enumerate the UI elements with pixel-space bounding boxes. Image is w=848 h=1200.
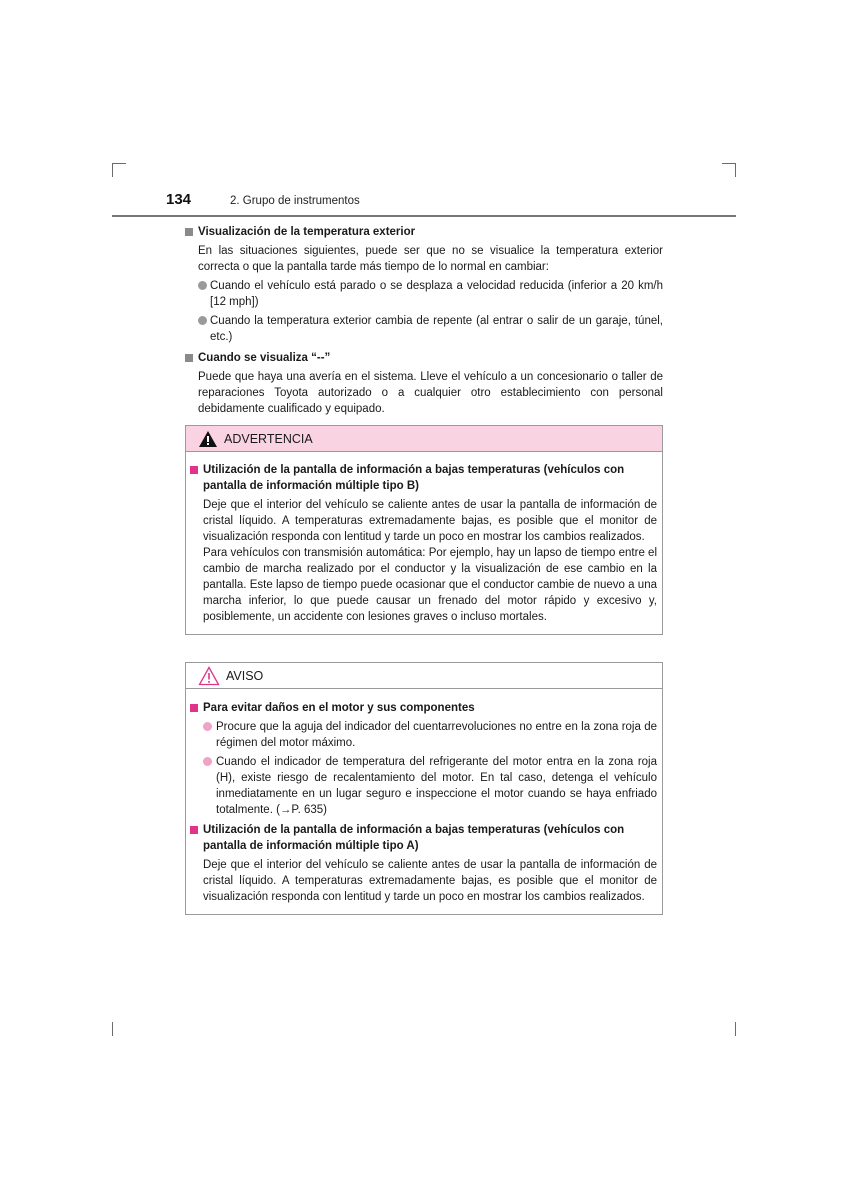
section-heading: Cuando se visualiza “--” [198,352,331,364]
crop-mark-top-left-v [112,163,113,177]
list-item [198,278,663,310]
pink-circle-bullet-icon [203,722,212,731]
caution-triangle-icon [198,666,220,686]
warning-item-heading: Utilización de la pantalla de información a bajas temperaturas (vehículos con pantalla de información múltiple tipo B) [203,464,625,492]
notice-item-heading: Utilización de la pantalla de información a bajas temperaturas (vehículos con pantalla de información múltiple tipo A) [203,824,625,852]
section-dashes-display [185,350,663,417]
pink-circle-bullet-icon [203,757,212,766]
notice-paragraph: Deje que el interior del vehículo se caliente antes de usar la pantalla de información de cristal líquido. A temperaturas extremadamente bajas, es posible que el monitor de visualización responda con lentitud y tarde un poco en mostrar los cambios realizados. [203,859,657,903]
list-item-text: Cuando el indicador de temperatura del refrigerante del motor entra en la zona roja (H), existe riesgo de recalentamiento del motor. En tal caso, detenga el vehículo inmediatamente en un lugar seguro e inspeccione el motor cuando se haya enfriado totalmente. (→P. 635) [216,756,657,816]
section-text: En las situaciones siguientes, puede ser que no se visualice la temperatura exterior correcta o que la pantalla tarde más tiempo de lo normal en cambiar: [198,245,663,273]
warning-content [186,452,662,634]
crop-mark-bottom-right-v [735,1022,736,1036]
warning-paragraph: Deje que el interior del vehículo se caliente antes de usar la pantalla de información de cristal líquido. A temperaturas extremadamente bajas, es posible que el monitor de visualización responda con lentitud y tarde un poco en mostrar los cambios realizados. [203,499,657,543]
header-rule [112,215,736,217]
warning-title: ADVERTENCIA [224,431,313,446]
warning-header [186,426,662,452]
square-bullet-icon [185,228,193,236]
list-item [203,719,657,751]
section-outside-temperature [185,224,663,345]
notice-title: AVISO [226,668,264,683]
pink-square-bullet-icon [190,466,198,474]
list-item-text: Procure que la aguja del indicador del cuentarrevoluciones no entre en la zona roja de régimen del motor máximo. [216,721,657,749]
notice-content [186,689,662,914]
notice-header [186,663,662,689]
list-item [203,754,657,818]
crop-mark-bottom-left-v [112,1022,113,1036]
pink-square-bullet-icon [190,826,198,834]
square-bullet-icon [185,354,193,362]
warning-paragraph: Para vehículos con transmisión automática: Por ejemplo, hay un lapso de tiempo entre el cambio de marcha realizado por el conductor y la visualización de ese cambio en la pantalla. Este lapso de tiempo puede ocasionar que el conductor cambie de nuevo a una marcha inferior, lo que puede causar un frenado del motor rápido y excesivo y, posiblemente, un accidente con lesiones graves o incluso mortales. [203,547,657,623]
circle-bullet-icon [198,281,207,290]
chapter-title: 2. Grupo de instrumentos [230,195,360,207]
warning-triangle-icon [198,430,218,448]
pink-square-bullet-icon [190,704,198,712]
crop-mark-top-right-v [735,163,736,177]
page-number: 134 [166,191,192,208]
circle-bullet-icon [198,316,207,325]
crop-mark-top-left-h [112,163,126,164]
list-item [198,313,663,345]
list-item-text: Cuando la temperatura exterior cambia de repente (al entrar o salir de un garaje, túnel, etc.) [210,315,663,343]
notice-box [185,662,663,915]
section-heading: Visualización de la temperatura exterior [198,226,416,238]
warning-box [185,425,663,635]
crop-mark-top-right-h [722,163,736,164]
notice-item-heading: Para evitar daños en el motor y sus componentes [203,702,475,714]
section-text: Puede que haya una avería en el sistema. Lleve el vehículo a un concesionario o taller de reparaciones Toyota autorizado o a cualquier otro establecimiento con personal debidamente cualificado y equipado. [198,371,663,415]
list-item-text: Cuando el vehículo está parado o se desplaza a velocidad reducida (inferior a 20 km/h [12 mph]) [210,280,663,308]
